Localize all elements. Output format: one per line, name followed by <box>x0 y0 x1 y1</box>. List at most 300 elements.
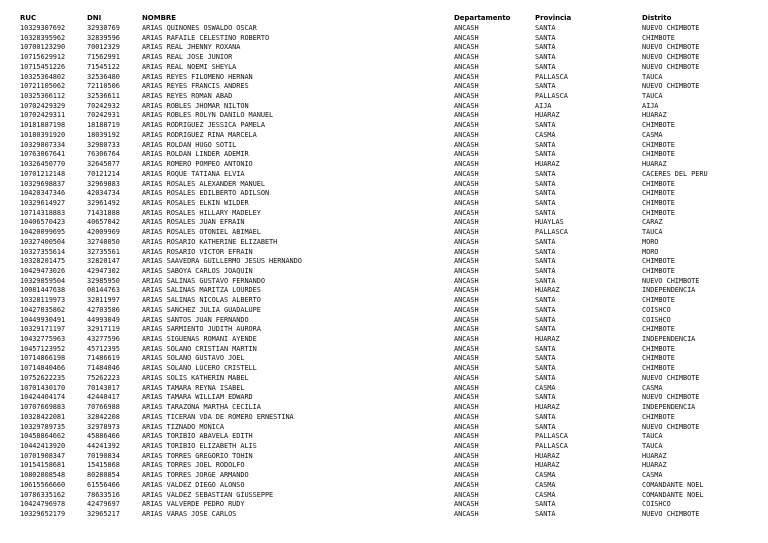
table-row <box>0 403 768 413</box>
provincia-cell: CASMA <box>535 383 556 392</box>
departamento-cell: ANCASH <box>454 101 479 110</box>
distrito-cell: CHIMBOTE <box>642 267 675 275</box>
table-row <box>0 218 768 228</box>
nombre-cell: ARIAS REAL NOEMI SHEYLA <box>142 62 237 71</box>
distrito-cell: CASMA <box>642 471 663 480</box>
dni-cell: 18039192 <box>87 130 120 139</box>
nombre-cell: ARIAS ROMERO POMPEO ANTONIO <box>142 160 253 169</box>
provincia-cell: SANTA <box>535 62 556 71</box>
provincia-cell: SANTA <box>535 208 556 217</box>
departamento-cell: ANCASH <box>454 510 479 518</box>
table-row <box>0 170 768 180</box>
dni-cell: 45886466 <box>87 432 120 441</box>
ruc-cell: 10420347346 <box>20 189 66 198</box>
dni-cell: 70121214 <box>87 169 120 178</box>
ruc-cell: 10329171197 <box>20 325 66 334</box>
distrito-cell: HUARAZ <box>642 451 667 460</box>
departamento-cell: ANCASH <box>454 267 479 275</box>
distrito-cell: CHIMBOTE <box>642 412 675 421</box>
table-row <box>0 189 768 199</box>
ruc-cell: 10081447638 <box>20 286 66 295</box>
ruc-cell: 10615566660 <box>20 480 66 489</box>
provincia-cell: PALLASCA <box>535 72 568 81</box>
departamento-cell: ANCASH <box>454 441 479 450</box>
ruc-cell: 10325364802 <box>20 72 66 81</box>
table-row <box>0 257 768 267</box>
column-header-provincia: Provincia <box>535 14 572 22</box>
column-header-departamento: Departamento <box>454 14 511 22</box>
ruc-cell: 10449930491 <box>20 315 66 324</box>
provincia-cell: SANTA <box>535 121 556 130</box>
distrito-cell: CACERES DEL PERU <box>642 169 708 178</box>
ruc-cell: 10442413920 <box>20 441 66 450</box>
nombre-cell: ARIAS SOLANO GUSTAVO JOEL <box>142 354 245 363</box>
table-row <box>0 471 768 481</box>
ruc-cell: 10763067641 <box>20 150 66 159</box>
distrito-cell: INDEPENDENCIA <box>642 335 696 344</box>
nombre-cell: ARIAS SOLIS KATHERIN MABEL <box>142 373 249 382</box>
table-row <box>0 393 768 403</box>
dni-cell: 71431888 <box>87 208 120 217</box>
table-row <box>0 267 768 277</box>
table-row <box>0 345 768 355</box>
dni-cell: 32917119 <box>87 325 120 334</box>
distrito-cell: HUARAZ <box>642 111 667 120</box>
table-row <box>0 73 768 83</box>
table-row <box>0 63 768 73</box>
nombre-cell: ARIAS ROSARIO VICTOR EFRAIN <box>142 247 253 256</box>
distrito-cell: CHIMBOTE <box>642 364 675 373</box>
distrito-cell: NUEVO CHIMBOTE <box>642 276 700 285</box>
departamento-cell: ANCASH <box>454 373 479 382</box>
distrito-cell: TAUCA <box>642 92 663 101</box>
distrito-cell: COMANDANTE NOEL <box>642 490 704 499</box>
dni-cell: 32985950 <box>87 276 120 285</box>
dni-cell: 42009969 <box>87 228 120 237</box>
distrito-cell: CHIMBOTE <box>642 257 675 266</box>
nombre-cell: ARIAS REYES FILOMENO HERNAN <box>142 72 253 81</box>
dni-cell: 40657042 <box>87 218 120 227</box>
departamento-cell: ANCASH <box>454 247 479 256</box>
departamento-cell: ANCASH <box>454 150 479 159</box>
column-header-nombre: NOMBRE <box>142 14 176 22</box>
dni-cell: 32842208 <box>87 412 120 421</box>
distrito-cell: CHIMBOTE <box>642 208 675 217</box>
table-row <box>0 92 768 102</box>
table-row <box>0 286 768 296</box>
ruc-cell: 10406570423 <box>20 218 66 227</box>
departamento-cell: ANCASH <box>454 276 479 285</box>
nombre-cell: ARIAS ROSALES ELKIN WILDER <box>142 198 249 207</box>
dni-cell: 70242932 <box>87 101 120 110</box>
dni-cell: 45712395 <box>87 344 120 353</box>
table-row <box>0 325 768 335</box>
table-row <box>0 491 768 501</box>
ruc-cell: 10714318883 <box>20 208 66 217</box>
nombre-cell: ARIAS REYES FRANCIS ANDRES <box>142 82 249 91</box>
dni-cell: 71545122 <box>87 62 120 71</box>
departamento-cell: ANCASH <box>454 82 479 91</box>
distrito-cell: NUEVO CHIMBOTE <box>642 24 700 32</box>
ruc-cell: 10714840466 <box>20 364 66 373</box>
table-row <box>0 296 768 306</box>
dni-cell: 42703586 <box>87 305 120 314</box>
provincia-cell: SANTA <box>535 354 556 363</box>
table-row <box>0 34 768 44</box>
nombre-cell: ARIAS SIGUEÑAS ROMANI AYENDE <box>142 335 257 344</box>
table-row <box>0 374 768 384</box>
nombre-cell: ARIAS ROBLES JHOMAR NILTON <box>142 101 249 110</box>
table-row <box>0 24 768 34</box>
table-row <box>0 209 768 219</box>
distrito-cell: MORO <box>642 247 659 256</box>
dni-cell: 61556466 <box>87 480 120 489</box>
distrito-cell: CHIMBOTE <box>642 150 675 159</box>
table-row <box>0 461 768 471</box>
ruc-cell: 10181887198 <box>20 121 66 130</box>
dni-cell: 32735561 <box>87 247 120 256</box>
departamento-cell: ANCASH <box>454 228 479 237</box>
departamento-cell: ANCASH <box>454 490 479 499</box>
provincia-cell: SANTA <box>535 237 556 246</box>
departamento-cell: ANCASH <box>454 383 479 392</box>
departamento-cell: ANCASH <box>454 130 479 139</box>
ruc-cell: 10802808548 <box>20 471 66 480</box>
ruc-cell: 10329614927 <box>20 198 66 207</box>
departamento-cell: ANCASH <box>454 72 479 81</box>
nombre-cell: ARIAS SALINAS NICOLAS ALBERTO <box>142 296 261 305</box>
ruc-cell: 10325366112 <box>20 92 66 101</box>
table-row <box>0 228 768 238</box>
nombre-cell: ARIAS TICERAN VDA DE ROMERO ERNESTINA <box>142 412 294 421</box>
provincia-cell: SANTA <box>535 393 556 402</box>
provincia-cell: HUARAZ <box>535 160 560 169</box>
provincia-cell: SANTA <box>535 344 556 353</box>
ruc-cell: 10458864662 <box>20 432 66 441</box>
nombre-cell: ARIAS VALDEZ DIEGO ALONSO <box>142 480 245 489</box>
ruc-cell: 10429473026 <box>20 267 66 275</box>
nombre-cell: ARIAS ROSALES JUAN EFRAIN <box>142 218 245 227</box>
table-row <box>0 384 768 394</box>
nombre-cell: ARIAS SOLANO CRISTIAN MARTIN <box>142 344 257 353</box>
dni-cell: 32536611 <box>87 92 120 101</box>
distrito-cell: TAUCA <box>642 228 663 237</box>
nombre-cell: ARIAS ROSALES OTONIEL ABIMAEL <box>142 228 261 237</box>
provincia-cell: HUARAZ <box>535 335 560 344</box>
distrito-cell: CHIMBOTE <box>642 33 675 42</box>
column-header-distrito: Distrito <box>642 14 672 22</box>
provincia-cell: SANTA <box>535 422 556 431</box>
distrito-cell: CHIMBOTE <box>642 198 675 207</box>
table-row <box>0 150 768 160</box>
nombre-cell: ARIAS VARAS JOSE CARLOS <box>142 510 237 518</box>
table-row <box>0 82 768 92</box>
distrito-cell: CHIMBOTE <box>642 179 675 188</box>
distrito-cell: NUEVO CHIMBOTE <box>642 422 700 431</box>
distrito-cell: HUARAZ <box>642 160 667 169</box>
dni-cell: 75262223 <box>87 373 120 382</box>
nombre-cell: ARIAS VALVERDE PEDRO RUDY <box>142 500 245 509</box>
dni-cell: 32980733 <box>87 140 120 149</box>
dni-cell: 32536480 <box>87 72 120 81</box>
provincia-cell: SANTA <box>535 53 556 62</box>
nombre-cell: ARIAS REYES ROMAN ABAD <box>142 92 233 101</box>
distrito-cell: NUEVO CHIMBOTE <box>642 373 700 382</box>
nombre-cell: ARIAS SABOYA CARLOS JOAQUIN <box>142 267 253 275</box>
nombre-cell: ARIAS TORIBIO ELIZABETH ALIS <box>142 441 257 450</box>
ruc-cell: 10786335162 <box>20 490 66 499</box>
provincia-cell: HUARAZ <box>535 111 560 120</box>
table-row <box>0 277 768 287</box>
nombre-cell: ARIAS ROSARIO KATHERINE ELIZABETH <box>142 237 278 246</box>
nombre-cell: ARIAS ROLDAN HUGO SOTIL <box>142 140 237 149</box>
distrito-cell: CARAZ <box>642 218 663 227</box>
ruc-cell: 10707669883 <box>20 403 66 412</box>
dni-cell: 15415868 <box>87 461 120 470</box>
distrito-cell: COISHCO <box>642 500 671 509</box>
nombre-cell: ARIAS TIZNADO MONICA <box>142 422 224 431</box>
departamento-cell: ANCASH <box>454 412 479 421</box>
distrito-cell: CASMA <box>642 383 663 392</box>
provincia-cell: HUARAZ <box>535 461 560 470</box>
ruc-cell: 10715451226 <box>20 62 66 71</box>
departamento-cell: ANCASH <box>454 432 479 441</box>
dni-cell: 32740050 <box>87 237 120 246</box>
ruc-cell: 10701212148 <box>20 169 66 178</box>
ruc-cell: 10702429329 <box>20 101 66 110</box>
distrito-cell: NUEVO CHIMBOTE <box>642 43 700 52</box>
nombre-cell: ARIAS ROSALES ALEXANDER MANUEL <box>142 179 265 188</box>
provincia-cell: SANTA <box>535 82 556 91</box>
nombre-cell: ARIAS REAL JHENNY ROXANA <box>142 43 241 52</box>
distrito-cell: CHIMBOTE <box>642 325 675 334</box>
dni-cell: 44993049 <box>87 315 120 324</box>
table-row <box>0 199 768 209</box>
dni-cell: 32645077 <box>87 160 120 169</box>
ruc-cell: 10328422081 <box>20 412 66 421</box>
nombre-cell: ARIAS TORIBIO ABAVELA EDITH <box>142 432 253 441</box>
provincia-cell: SANTA <box>535 24 556 32</box>
ruc-cell: 10326450770 <box>20 160 66 169</box>
provincia-cell: SANTA <box>535 510 556 518</box>
dni-cell: 70242931 <box>87 111 120 120</box>
provincia-cell: SANTA <box>535 257 556 266</box>
provincia-cell: SANTA <box>535 267 556 275</box>
nombre-cell: ARIAS REAL JOSE JUNIOR <box>142 53 233 62</box>
nombre-cell: ARIAS TORRES GREGORIO TOHIN <box>142 451 253 460</box>
dni-cell: 71486619 <box>87 354 120 363</box>
table-row <box>0 481 768 491</box>
provincia-cell: SANTA <box>535 500 556 509</box>
ruc-cell: 10329789735 <box>20 422 66 431</box>
departamento-cell: ANCASH <box>454 33 479 42</box>
departamento-cell: ANCASH <box>454 237 479 246</box>
table-row <box>0 111 768 121</box>
nombre-cell: ARIAS SARMIENTO JUDITH AURORA <box>142 325 261 334</box>
dni-cell: 42034734 <box>87 189 120 198</box>
provincia-cell: SANTA <box>535 364 556 373</box>
ruc-cell: 10329807334 <box>20 140 66 149</box>
dni-cell: 32930769 <box>87 24 120 32</box>
table-row <box>0 442 768 452</box>
distrito-cell: COMANDANTE NOEL <box>642 480 704 489</box>
table-row <box>0 364 768 374</box>
departamento-cell: ANCASH <box>454 43 479 52</box>
departamento-cell: ANCASH <box>454 111 479 120</box>
dni-cell: 70143017 <box>87 383 120 392</box>
provincia-cell: SANTA <box>535 179 556 188</box>
nombre-cell: ARIAS SALINAS MARITZA LOURDES <box>142 286 261 295</box>
departamento-cell: ANCASH <box>454 335 479 344</box>
ruc-cell: 10328119973 <box>20 296 66 305</box>
ruc-cell: 10327355614 <box>20 247 66 256</box>
departamento-cell: ANCASH <box>454 480 479 489</box>
ruc-cell: 10701908347 <box>20 451 66 460</box>
nombre-cell: ARIAS RAFAILE CELESTINO ROBERTO <box>142 33 270 42</box>
dni-cell: 72110506 <box>87 82 120 91</box>
nombre-cell: ARIAS RODRIGUEZ RINA MARCELA <box>142 130 257 139</box>
provincia-cell: AIJA <box>535 101 552 110</box>
distrito-cell: CHIMBOTE <box>642 296 675 305</box>
dni-cell: 32965217 <box>87 510 120 518</box>
ruc-cell: 10701430170 <box>20 383 66 392</box>
nombre-cell: ARIAS ROBLES ROLYN DANILO MANUEL <box>142 111 274 120</box>
nombre-cell: ARIAS SAAVEDRA GUILLERMO JESUS HERNANDO <box>142 257 302 266</box>
provincia-cell: HUARAZ <box>535 403 560 412</box>
departamento-cell: ANCASH <box>454 62 479 71</box>
distrito-cell: AIJA <box>642 101 659 110</box>
provincia-cell: HUAYLAS <box>535 218 564 227</box>
provincia-cell: SANTA <box>535 373 556 382</box>
provincia-cell: SANTA <box>535 247 556 256</box>
ruc-cell: 10327400504 <box>20 237 66 246</box>
provincia-cell: CASMA <box>535 480 556 489</box>
distrito-cell: INDEPENDENCIA <box>642 286 696 295</box>
table-row <box>0 180 768 190</box>
nombre-cell: ARIAS QUIÑONES OSWALDO OSCAR <box>142 24 257 32</box>
departamento-cell: ANCASH <box>454 257 479 266</box>
nombre-cell: ARIAS TORRES JOEL RODOLFO <box>142 461 245 470</box>
departamento-cell: ANCASH <box>454 140 479 149</box>
provincia-cell: SANTA <box>535 325 556 334</box>
nombre-cell: ARIAS ROSALES HILLARY MADELEY <box>142 208 261 217</box>
table-row <box>0 510 768 520</box>
distrito-cell: TAUCA <box>642 432 663 441</box>
dni-cell: 43277596 <box>87 335 120 344</box>
dni-cell: 32978973 <box>87 422 120 431</box>
table-row <box>0 306 768 316</box>
departamento-cell: ANCASH <box>454 354 479 363</box>
nombre-cell: ARIAS TAMARA REYNA ISABEL <box>142 383 245 392</box>
ruc-cell: 10432775963 <box>20 335 66 344</box>
ruc-cell: 10420099695 <box>20 228 66 237</box>
departamento-cell: ANCASH <box>454 121 479 130</box>
ruc-cell: 10329859504 <box>20 276 66 285</box>
ruc-cell: 10328395962 <box>20 33 66 42</box>
dni-cell: 44241392 <box>87 441 120 450</box>
distrito-cell: CASMA <box>642 130 663 139</box>
table-row <box>0 43 768 53</box>
distrito-cell: HUARAZ <box>642 461 667 470</box>
provincia-cell: SANTA <box>535 150 556 159</box>
nombre-cell: ARIAS SOLANO LUCERO CRISTELL <box>142 364 257 373</box>
dni-cell: 71484046 <box>87 364 120 373</box>
table-row <box>0 423 768 433</box>
departamento-cell: ANCASH <box>454 160 479 169</box>
distrito-cell: TAUCA <box>642 441 663 450</box>
column-header-dni: DNI <box>87 14 102 22</box>
table-row <box>0 316 768 326</box>
nombre-cell: ARIAS ROLDAN LINDER ADEMIR <box>142 150 249 159</box>
ruc-cell: 10715629912 <box>20 53 66 62</box>
departamento-cell: ANCASH <box>454 208 479 217</box>
provincia-cell: SANTA <box>535 305 556 314</box>
departamento-cell: ANCASH <box>454 315 479 324</box>
provincia-cell: HUARAZ <box>535 286 560 295</box>
nombre-cell: ARIAS RODRIGUEZ JESSICA PAMELA <box>142 121 265 130</box>
provincia-cell: PALLASCA <box>535 432 568 441</box>
nombre-cell: ARIAS VALDEZ SEBASTIAN GIUSSEPPE <box>142 490 274 499</box>
ruc-cell: 10154158681 <box>20 461 66 470</box>
provincia-cell: SANTA <box>535 43 556 52</box>
dni-cell: 80280854 <box>87 471 120 480</box>
departamento-cell: ANCASH <box>454 393 479 402</box>
table-row <box>0 53 768 63</box>
provincia-cell: SANTA <box>535 189 556 198</box>
departamento-cell: ANCASH <box>454 286 479 295</box>
dni-cell: 71562991 <box>87 53 120 62</box>
provincia-cell: CASMA <box>535 471 556 480</box>
provincia-cell: PALLASCA <box>535 441 568 450</box>
dni-cell: 32961492 <box>87 198 120 207</box>
provincia-cell: SANTA <box>535 296 556 305</box>
departamento-cell: ANCASH <box>454 451 479 460</box>
provincia-cell: SANTA <box>535 169 556 178</box>
ruc-cell: 10329307692 <box>20 24 66 32</box>
dni-cell: 70766988 <box>87 403 120 412</box>
departamento-cell: ANCASH <box>454 198 479 207</box>
distrito-cell: CHIMBOTE <box>642 189 675 198</box>
departamento-cell: ANCASH <box>454 296 479 305</box>
ruc-cell: 10329698837 <box>20 179 66 188</box>
departamento-cell: ANCASH <box>454 500 479 509</box>
distrito-cell: CHIMBOTE <box>642 354 675 363</box>
table-row <box>0 413 768 423</box>
ruc-cell: 10457123952 <box>20 344 66 353</box>
dni-cell: 32969883 <box>87 179 120 188</box>
nombre-cell: ARIAS TAMARA WILLIAM EDWARD <box>142 393 253 402</box>
table-header <box>0 14 768 24</box>
distrito-cell: INDEPENDENCIA <box>642 403 696 412</box>
dni-cell: 42947302 <box>87 267 120 275</box>
departamento-cell: ANCASH <box>454 189 479 198</box>
nombre-cell: ARIAS ROQUE TATIANA ELVIA <box>142 169 245 178</box>
departamento-cell: ANCASH <box>454 24 479 32</box>
dni-cell: 76306764 <box>87 150 120 159</box>
departamento-cell: ANCASH <box>454 179 479 188</box>
ruc-cell: 10702429311 <box>20 111 66 120</box>
nombre-cell: ARIAS SANCHEZ JULIA GUADALUPE <box>142 305 261 314</box>
distrito-cell: CHIMBOTE <box>642 140 675 149</box>
provincia-cell: SANTA <box>535 198 556 207</box>
departamento-cell: ANCASH <box>454 364 479 373</box>
ruc-cell: 10427035862 <box>20 305 66 314</box>
dni-cell: 18188719 <box>87 121 120 130</box>
provincia-cell: PALLASCA <box>535 92 568 101</box>
distrito-cell: COISHCO <box>642 315 671 324</box>
table-row <box>0 131 768 141</box>
nombre-cell: ARIAS SANTOS JUAN FERNANDO <box>142 315 249 324</box>
